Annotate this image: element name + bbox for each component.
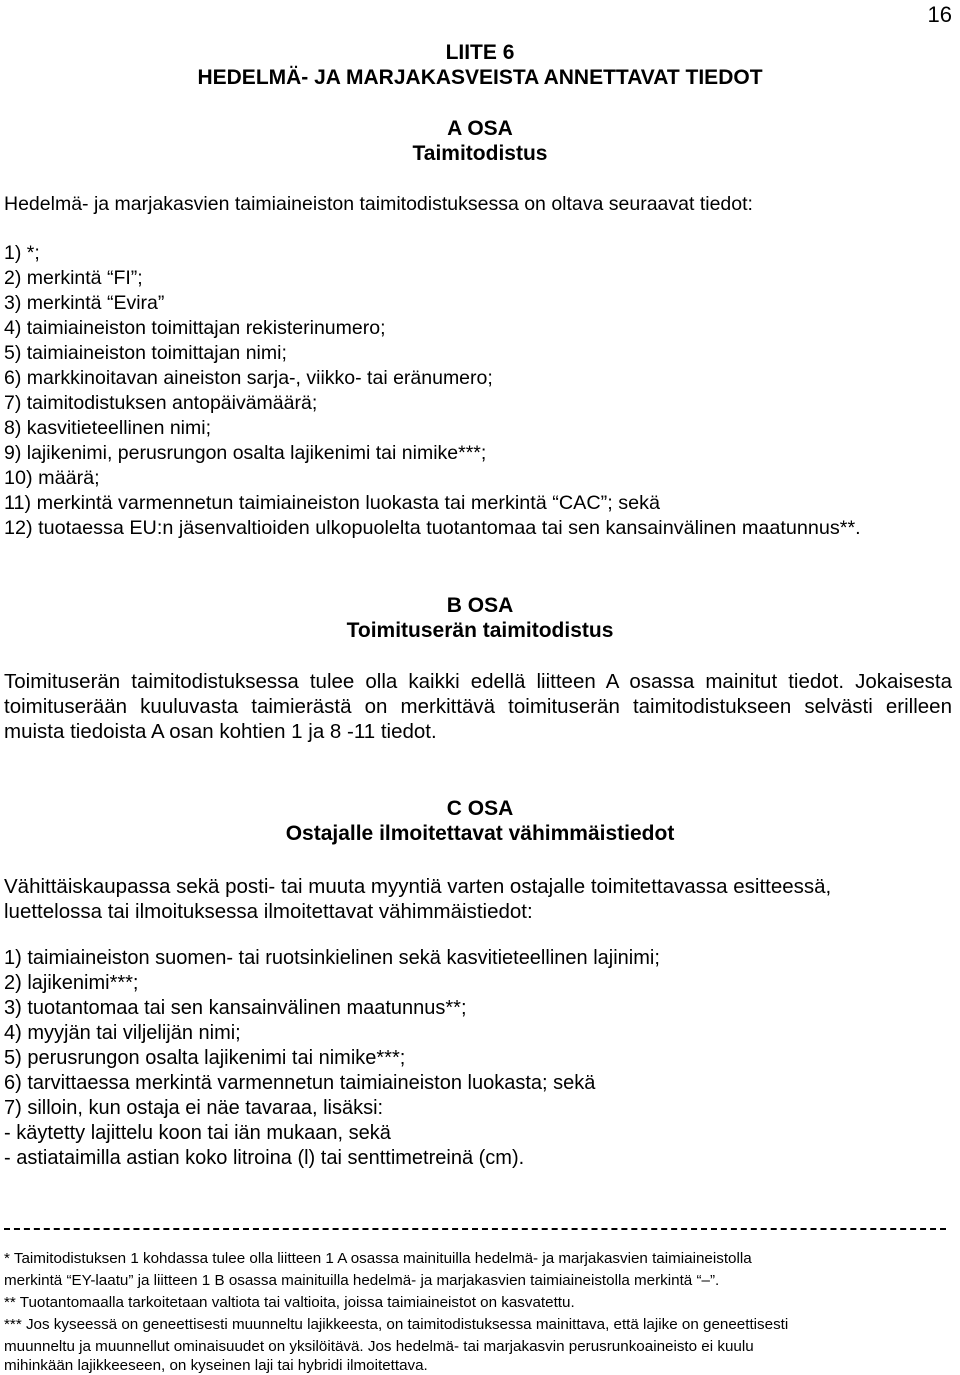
part-c-intro: Vähittäiskaupassa sekä posti- tai muuta myyntiä varten ostajalle toimitettavassa esitteessä, luettelossa tai ilmoituksessa ilmoitettavat vähimmäistiedot: (4, 875, 832, 923)
part-a-intro: Hedelmä- ja marjakasvien taimiaineiston taimitodistuksessa on oltava seuraavat tiedot: (4, 193, 753, 215)
footnote-separator (4, 1228, 946, 1232)
footnote-line: merkintä “EY-laatu” ja liitteen 1 B osassa mainituilla hedelmä- ja marjakasvien taimiaineistolla merkintä “–”. (4, 1272, 720, 1289)
list-item: 5) perusrungon osalta lajikenimi tai nimike***; (4, 1047, 406, 1069)
list-item: 4) myyjän tai viljelijän nimi; (4, 1022, 241, 1044)
list-item: 3) tuotantomaa tai sen kansainvälinen maatunnus**; (4, 997, 467, 1019)
list-item: 3) merkintä “Evira” (4, 292, 165, 314)
footnote-line: *** Jos kyseessä on geneettisesti muunneltu lajikkeesta, on taimitodistuksessa mainittava, että lajike on geneettisesti (4, 1316, 789, 1333)
part-a-list (4, 241, 861, 541)
list-item: 5) taimiaineiston toimittajan nimi; (4, 342, 287, 364)
list-item: 2) merkintä “FI”; (4, 267, 143, 289)
page-number: 16 (927, 2, 952, 27)
footnote-line: ** Tuotantomaalla tarkoitetaan valtiota tai valtioita, joissa taimiaineistot on kasvatettu. (4, 1294, 575, 1311)
list-item: - käytetty lajittelu koon tai iän mukaan, sekä (4, 1122, 391, 1144)
part-a-heading: A OSA (447, 117, 513, 140)
document-title: HEDELMÄ- JA MARJAKASVEISTA ANNETTAVAT TIEDOT (197, 66, 763, 89)
footnote-line: mihinkään lajikkeeseen, on kyseinen laji tai hybridi ilmoitettava. (4, 1357, 428, 1374)
list-item: 1) taimiaineiston suomen- tai ruotsinkielinen sekä kasvitieteellinen lajinimi; (4, 947, 660, 969)
list-item: 10) määrä; (4, 467, 100, 489)
part-c-heading: C OSA (446, 797, 514, 820)
footnote-line: muunneltu ja muunnellut ominaisuudet on yksilöitävä. Jos hedelmä- tai marjakasvin perusrunkoaineisto ei kuulu (4, 1338, 754, 1355)
list-item: 7) silloin, kun ostaja ei näe tavaraa, lisäksi: (4, 1097, 384, 1119)
appendix-label: LIITE 6 (445, 41, 515, 64)
list-item: 6) tarvittaessa merkintä varmennetun taimiaineiston luokasta; sekä (4, 1072, 596, 1094)
list-item: - astiataimilla astian koko litroina (l) tai senttimetreinä (cm). (4, 1147, 525, 1169)
list-item: 1) *; (4, 242, 40, 264)
list-item: 11) merkintä varmennetun taimiaineiston luokasta tai merkintä “CAC”; sekä (4, 492, 660, 514)
part-b-text: Toimituserän taimitodistuksessa tulee olla kaikki edellä liitteen A osassa mainitut tiedot. Jokaisesta toimituserään kuuluvasta taimierästä on merkittävä toimituserän taimitodistukseen selvästi erilleen muista tiedoista A osan kohtien 1 ja 8 -11 tiedot. (4, 670, 952, 743)
list-item: 6) markkinoitavan aineiston sarja-, viikko- tai eränumero; (4, 367, 493, 389)
list-item: 2) lajikenimi***; (4, 972, 139, 994)
part-c-list (4, 946, 660, 1171)
part-a-subheading: Taimitodistus (412, 142, 548, 165)
list-item: 8) kasvitieteellinen nimi; (4, 417, 212, 439)
part-b-subheading: Toimituserän taimitodistus (346, 619, 614, 642)
part-b-heading: B OSA (446, 594, 514, 617)
footnote-line: * Taimitodistuksen 1 kohdassa tulee olla liitteen 1 A osassa mainituilla hedelmä- ja marjakasvien taimiaineistolla (4, 1250, 752, 1267)
part-c-subheading: Ostajalle ilmoitettavat vähimmäistiedot (285, 822, 675, 845)
list-item: 9) lajikenimi, perusrungon osalta lajikenimi tai nimike***; (4, 442, 487, 464)
list-item: 12) tuotaessa EU:n jäsenvaltioiden ulkopuolelta tuotantomaa tai sen kansainvälinen maatunnus**. (4, 517, 861, 539)
list-item: 4) taimiaineiston toimittajan rekisterinumero; (4, 317, 386, 339)
list-item: 7) taimitodistuksen antopäivämäärä; (4, 392, 318, 414)
